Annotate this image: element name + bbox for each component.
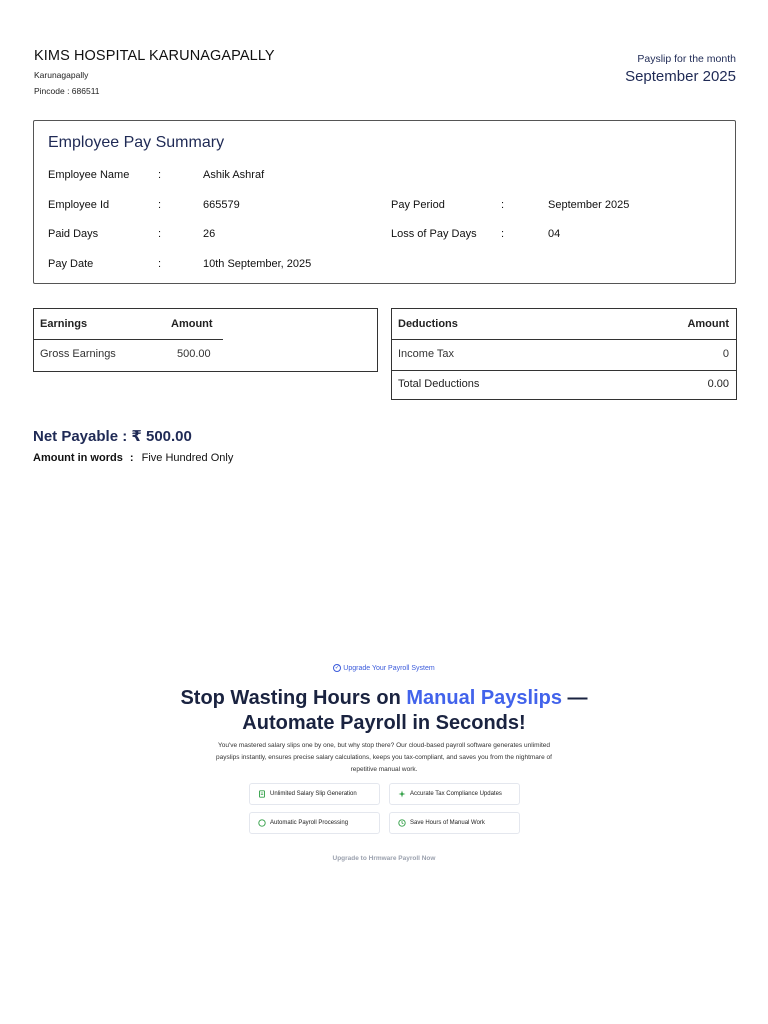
paid-days-label: Paid Days [48, 228, 99, 240]
feature-label: Accurate Tax Compliance Updates [410, 791, 502, 797]
lop-days-label: Loss of Pay Days [391, 228, 477, 240]
words-separator: : [129, 452, 134, 464]
amount-in-words-label: Amount in words [33, 452, 123, 464]
total-deductions-label: Total Deductions [398, 378, 480, 390]
company-pincode: Pincode : 686511 [34, 86, 100, 96]
deductions-divider [392, 339, 736, 340]
company-city: Karunagapally [34, 70, 89, 80]
paid-days-value: 26 [203, 228, 216, 240]
earnings-header: Earnings [40, 318, 88, 330]
document-icon [258, 790, 266, 798]
headline-post: — [561, 687, 588, 709]
deductions-table [391, 308, 737, 400]
headline-accent: Manual Payslips [406, 687, 562, 709]
company-name: KIMS HOSPITAL KARUNAGAPALLY [34, 48, 275, 64]
headline-line2: Automate Payroll in Seconds! [242, 712, 526, 734]
net-payable: Net Payable : ₹ 500.00 [33, 428, 192, 445]
colon: : [158, 169, 162, 181]
circle-icon [258, 819, 266, 827]
employee-id-label: Employee Id [48, 199, 110, 211]
feature-label: Automatic Payroll Processing [270, 820, 349, 826]
colon: : [158, 199, 162, 211]
payslip-month-value: September 2025 [625, 68, 736, 85]
promo-description: You've mastered salary slips one by one, but why stop there? Our cloud-based payroll software generates unlimited payslips instantly, ensures precise salary calculations, keeps you tax-compliant, and saves you from the nightmare of repetitive manual work. [216, 742, 552, 773]
sparkle-icon [398, 790, 406, 798]
feature-label: Unlimited Salary Slip Generation [270, 791, 357, 797]
employee-id-value: 665579 [203, 199, 240, 211]
amount-in-words-value: Five Hundred Only [141, 452, 234, 464]
colon: : [501, 199, 505, 211]
colon: : [158, 228, 162, 240]
deductions-amount-header: Amount [687, 318, 729, 330]
income-tax-label: Income Tax [398, 348, 455, 360]
employee-name-value: Ashik Ashraf [203, 169, 265, 181]
pay-date-value: 10th September, 2025 [203, 258, 312, 270]
upgrade-badge [0, 664, 768, 672]
feature-unlimited-slips [249, 783, 380, 805]
gross-earnings-amount: 500.00 [177, 348, 211, 360]
payslip-header [34, 48, 736, 100]
deductions-header: Deductions [398, 318, 458, 330]
promo-headline [0, 686, 768, 736]
employee-name-label: Employee Name [48, 169, 130, 181]
colon: : [158, 258, 162, 270]
feature-save-hours [389, 812, 520, 834]
upgrade-cta-link[interactable]: Upgrade to Hrmware Payroll Now [332, 855, 436, 862]
colon: : [501, 228, 505, 240]
amount-in-words-row [33, 452, 233, 464]
pay-period-label: Pay Period [391, 199, 445, 211]
check-circle-icon: ✓ [334, 665, 340, 671]
earnings-table [33, 308, 378, 372]
total-deductions-amount: 0.00 [707, 378, 729, 390]
gross-earnings-label: Gross Earnings [40, 348, 116, 360]
feature-tax-compliance [389, 783, 520, 805]
employee-pay-summary [33, 120, 736, 284]
deductions-divider [392, 370, 736, 371]
earnings-divider [34, 339, 223, 340]
income-tax-amount: 0 [722, 348, 729, 360]
upgrade-badge-text: Upgrade Your Payroll System [343, 664, 435, 672]
clock-icon [398, 819, 406, 827]
summary-title: Employee Pay Summary [48, 134, 225, 151]
lop-days-value: 04 [548, 228, 561, 240]
pay-period-value: September 2025 [548, 199, 630, 211]
payslip-month-label: Payslip for the month [637, 53, 736, 65]
feature-auto-processing [249, 812, 380, 834]
headline-pre: Stop Wasting Hours on [180, 687, 407, 709]
earnings-amount-header: Amount [171, 318, 213, 330]
feature-label: Save Hours of Manual Work [410, 820, 485, 826]
pay-date-label: Pay Date [48, 258, 94, 270]
